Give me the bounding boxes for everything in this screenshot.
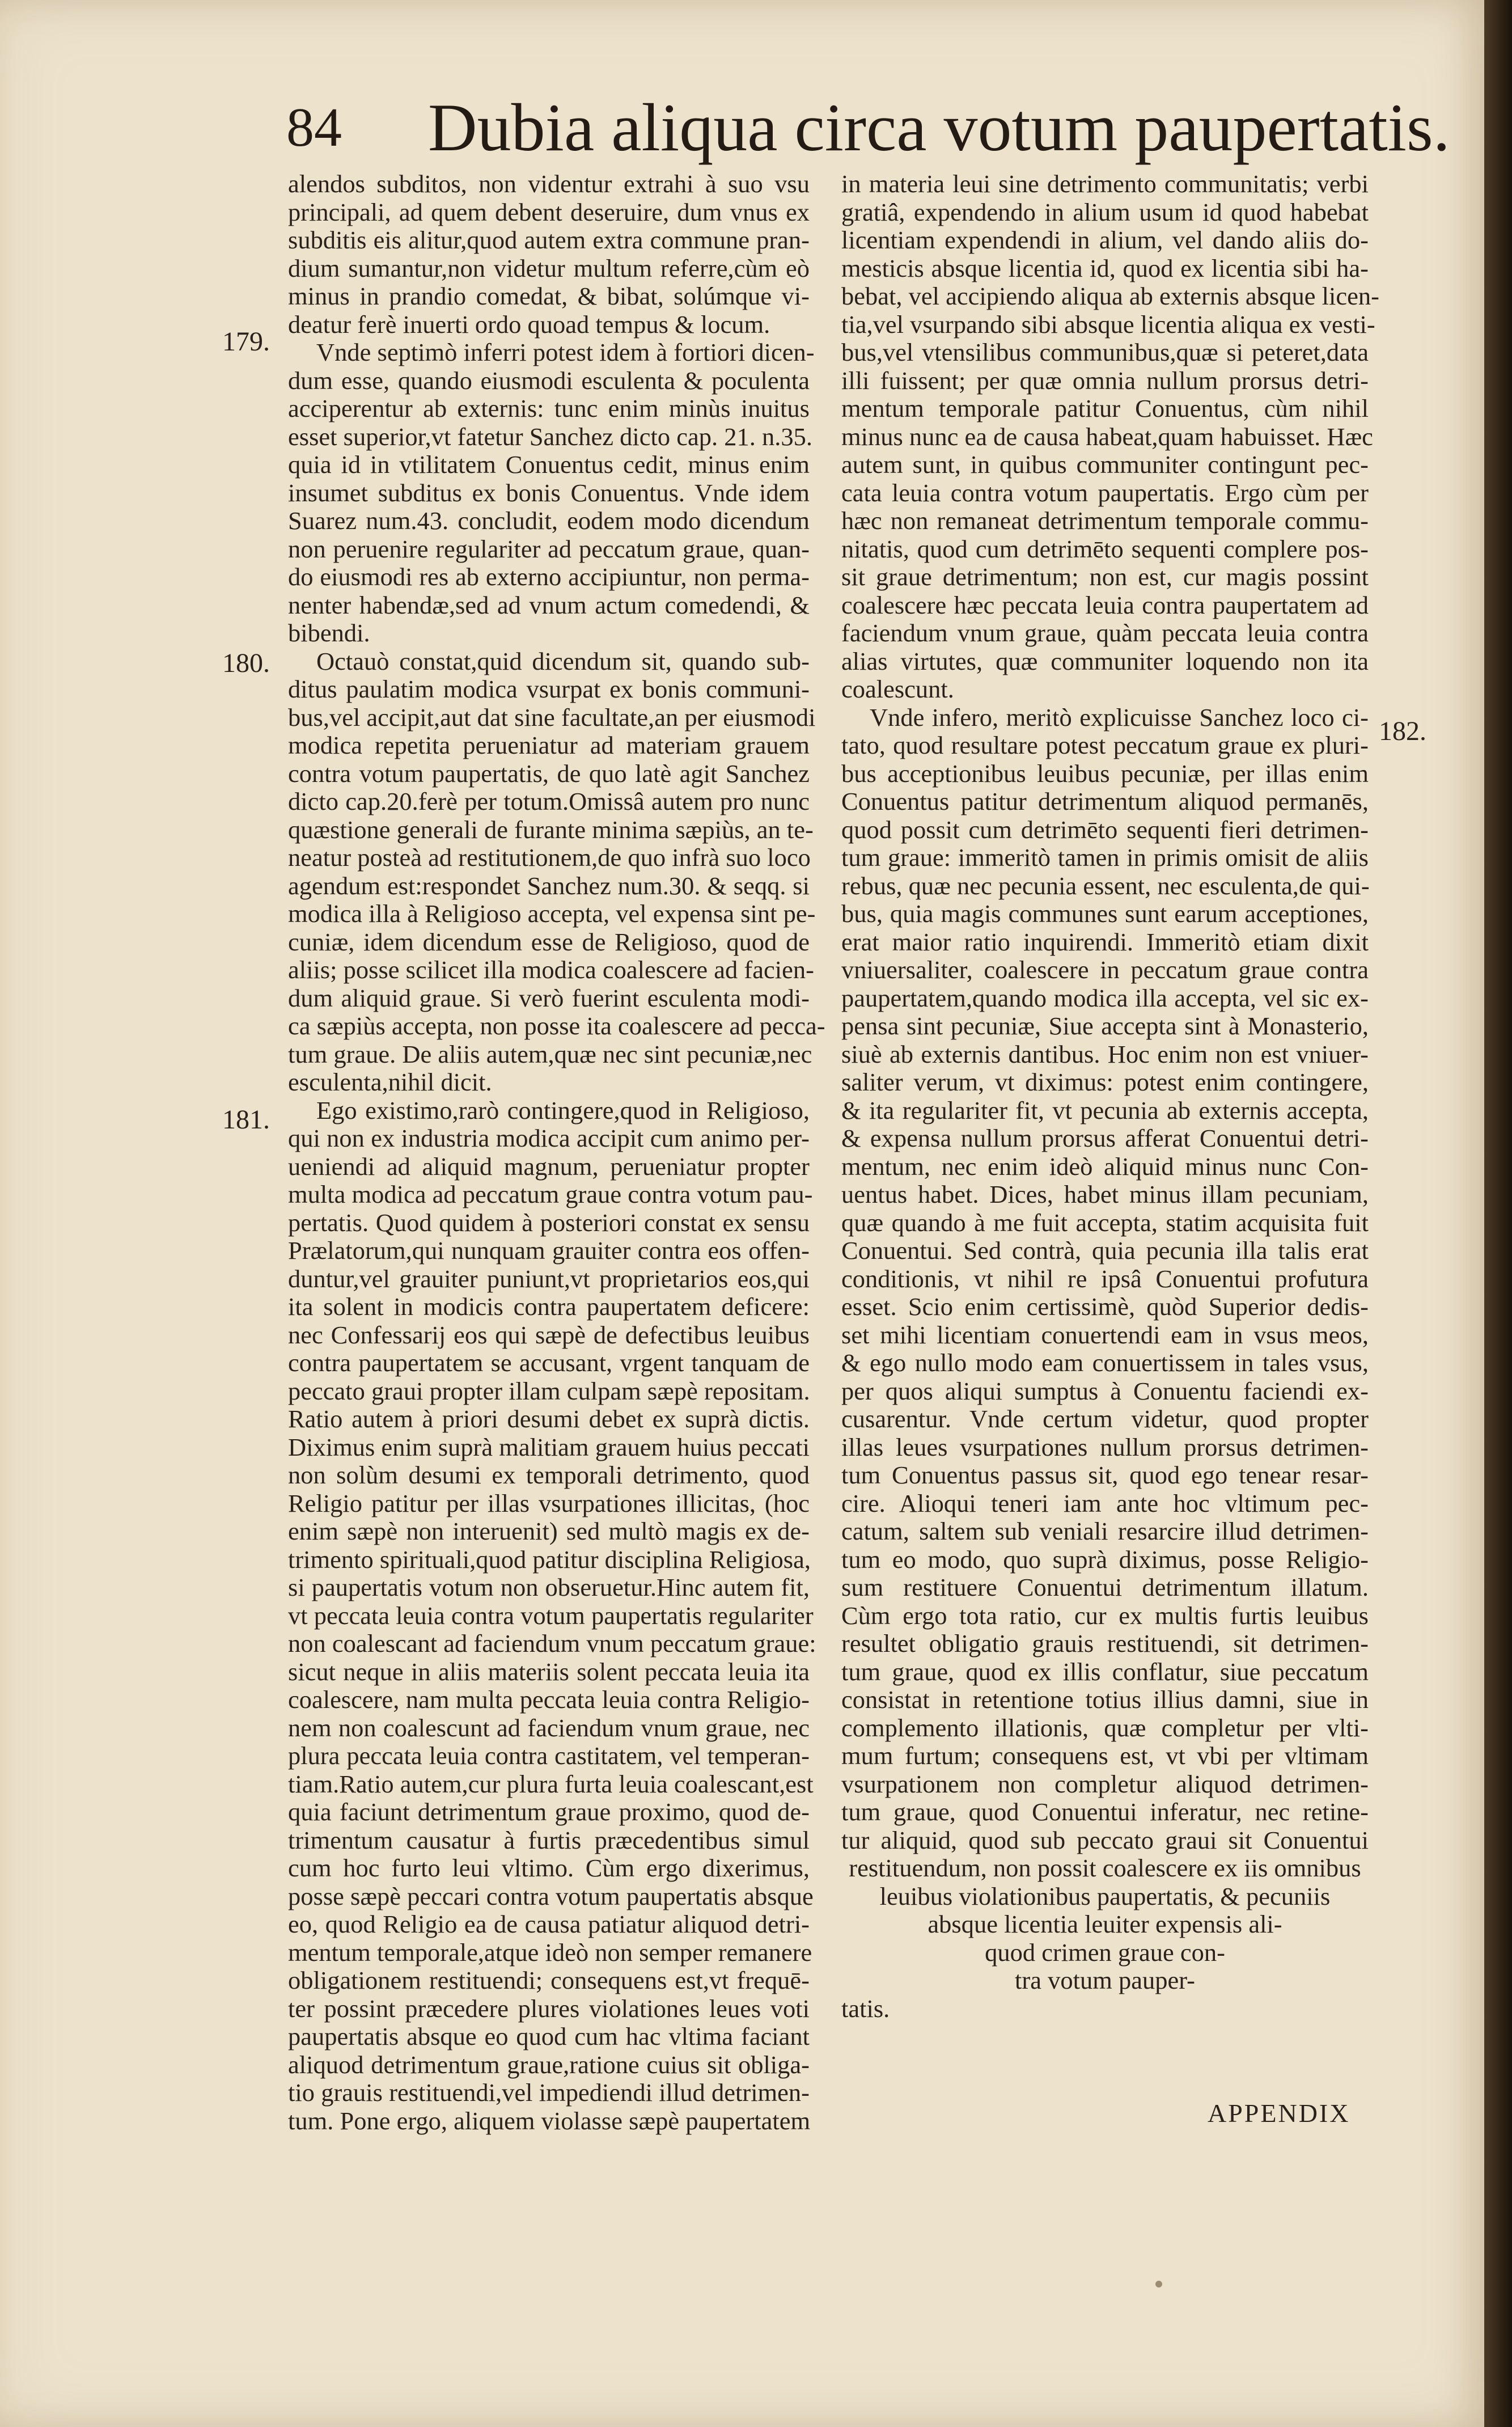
text-line: consistat in retentione totius illius damni, siue in — [841, 1685, 1369, 1714]
text-line: trimento spirituali,quod patitur disciplina Religiosa, — [288, 1545, 811, 1574]
text-line: tato, quod resultare potest peccatum graue ex pluri- — [841, 731, 1369, 759]
text-line: tur aliquid, quod sub peccato graui sit Conuentui — [841, 1825, 1369, 1854]
text-line: resultet obligatio grauis restituendi, sit detrimen- — [841, 1629, 1369, 1658]
ink-spot — [1155, 2281, 1162, 2288]
text-line: tum graue. De aliis autem,quæ nec sint pecuniæ,nec — [288, 1039, 812, 1068]
text-line: tum graue, quod ex illis conflatur, siue peccatum — [841, 1657, 1369, 1686]
text-line: ueniendi ad aliquid magnum, perueniatur propter — [288, 1152, 810, 1181]
text-line: si paupertatis votum non obseruetur.Hinc autem fit, — [288, 1573, 810, 1601]
text-line: dum aliquid graue. Si verò fuerint esculenta modi- — [288, 983, 810, 1012]
text-line: bus,vel accipit,aut dat sine facultate,an per eiusmodi — [288, 703, 816, 732]
text-line: quia faciunt detrimentum graue proximo, quod de- — [288, 1798, 810, 1826]
text-line: duntur,vel grauiter puniunt,vt proprietarios eos,qui — [288, 1264, 810, 1293]
left-text-column — [288, 170, 825, 2135]
text-line: complemento illationis, quæ completur per vlti- — [841, 1713, 1369, 1742]
text-line: alendos subditos, non videntur extrahi à suo vsu — [288, 170, 810, 198]
text-line: non peruenire regulariter ad peccatum graue, quan- — [288, 534, 810, 563]
text-line: sit graue detrimentum; non est, cur magis possint — [841, 563, 1369, 591]
text-line: vniuersaliter, coalescere in peccatum graue contra — [841, 955, 1369, 984]
text-line: ca sæpiùs accepta, non posse ita coalescere ad pecca- — [288, 1012, 825, 1040]
text-line: tum graue, quod Conuentui inferatur, nec retine- — [841, 1798, 1369, 1826]
text-line: set mihi licentiam conuertendi eam in vsus meos, — [841, 1320, 1369, 1349]
text-line: modica illa à Religioso accepta, vel expensa sint pe- — [288, 899, 816, 928]
text-line: tia,vel vsurpando sibi absque licentia aliqua ex vesti- — [841, 310, 1375, 339]
text-line: bus,vel vtensilibus communibus,quæ si peteret,data — [841, 338, 1369, 366]
text-line: contra paupertatem se accusant, vrgent tanquam de — [288, 1348, 810, 1377]
text-line: neatur posteà ad restitutionem,de quo infrà suo loco — [288, 843, 811, 872]
text-line: in materia leui sine detrimento communitatis; verbi — [841, 170, 1369, 198]
marginal-number: 182. — [1379, 716, 1426, 746]
marginal-number: 181. — [222, 1105, 270, 1135]
text-line: modica repetita perueniatur ad materiam grauem — [288, 731, 810, 759]
text-line: coalescere, nam multa peccata leuia contra Religio- — [288, 1685, 810, 1714]
text-line: catum, saltem sub veniali resarcire illud detrimen- — [841, 1517, 1369, 1545]
text-line: & ita regulariter fit, vt pecunia ab externis accepta, — [841, 1096, 1369, 1124]
text-line: acciperentur ab externis: tunc enim minùs inuitus — [288, 394, 810, 422]
text-line: tra votum pauper- — [1015, 1966, 1195, 1994]
text-line: saliter verum, vt diximus: potest enim contingere, — [841, 1068, 1369, 1096]
text-line: tiam.Ratio autem,cur plura furta leuia coalescant,est — [288, 1769, 814, 1798]
text-line: esset. Scio enim certissimè, quòd Superior dedis- — [841, 1292, 1369, 1321]
text-line: Religio patitur per illas vsurpationes illicitas, (hoc — [288, 1489, 810, 1517]
text-line: tio grauis restituendi,vel impediendi illud detrimen- — [288, 2078, 810, 2107]
text-line: trimentum causatur à furtis præcedentibus simul — [288, 1825, 810, 1854]
text-line: restituendum, non possit coalescere ex iis omnibus — [849, 1854, 1361, 1882]
text-line: ter possint præcedere plures violationes leues voti — [288, 1994, 810, 2023]
text-line: nem non coalescunt ad faciendum vnum graue, nec — [288, 1713, 810, 1742]
text-line: ita solent in modicis contra paupertatem deficere: — [288, 1292, 810, 1321]
text-line: paupertatem,quando modica illa accepta, vel sic ex- — [841, 983, 1369, 1012]
text-line: Conuentui. Sed contrà, quia pecunia illa talis erat — [841, 1236, 1369, 1265]
text-line: Octauò constat,quid dicendum sit, quando sub- — [316, 646, 810, 675]
text-line: ditus paulatim modica vsurpat ex bonis communi- — [288, 675, 810, 703]
text-line: vt peccata leuia contra votum paupertatis regulariter — [288, 1601, 814, 1630]
text-line: coalescere hæc peccata leuia contra paupertatem ad — [841, 590, 1369, 619]
text-line: cata leuia contra votum paupertatis. Ergo cùm per — [841, 478, 1369, 507]
text-line: rebus, quæ nec pecunia essent, nec esculenta,de qui- — [841, 871, 1370, 900]
text-line: cire. Alioqui teneri iam ante hoc vltimum pec- — [841, 1489, 1369, 1517]
text-line: siuè ab externis dantibus. Hoc enim non est vniuer- — [841, 1039, 1369, 1068]
text-line: nenter habendæ,sed ad vnum actum comedendi, & — [288, 590, 810, 619]
text-line: principali, ad quem debent deseruire, dum vnus ex — [288, 197, 810, 226]
text-line: Ratio autem à priori desumi debet ex suprà dictis. — [288, 1405, 810, 1433]
text-line: mum furtum; consequens est, vt vbi per vltimam — [841, 1741, 1369, 1770]
text-line: contra votum paupertatis, de quo latè agit Sanchez — [288, 759, 810, 788]
text-line: eo, quod Religio ea de causa patiatur aliquod detri- — [288, 1910, 810, 1938]
text-line: posse sæpè peccari contra votum paupertatis absque — [288, 1881, 814, 1910]
text-line: Vnde infero, meritò explicuisse Sanchez loco ci- — [870, 703, 1369, 732]
text-line: quæstione generali de furante minima sæpiùs, an te- — [288, 815, 814, 844]
text-line: absque licentia leuiter expensis ali- — [927, 1910, 1282, 1938]
text-line: Prælatorum,qui nunquam grauiter contra eos offen- — [288, 1236, 810, 1265]
text-line: cum hoc furto leui vltimo. Cùm ergo dixerimus, — [288, 1854, 810, 1882]
text-line: tum. Pone ergo, aliquem violasse sæpè paupertatem — [288, 2106, 811, 2135]
running-head — [286, 85, 1450, 170]
text-line: dum esse, quando eiusmodi esculenta & poculenta — [288, 366, 810, 395]
text-line: multa modica ad peccatum graue contra votum pau- — [288, 1180, 813, 1208]
text-line: & expensa nullum prorsus afferat Conuentui detri- — [841, 1124, 1369, 1152]
text-line: leuibus violationibus paupertatis, & pecuniis — [879, 1881, 1331, 1910]
text-line: licentiam expendendi in alium, vel dando aliis do- — [841, 226, 1369, 254]
text-line: insumet subditus ex bonis Conuentus. Vnde idem — [288, 478, 810, 507]
text-line: plura peccata leuia contra castitatem, vel temperan- — [288, 1741, 810, 1770]
page-title: Dubia aliqua circa votum paupertatis. — [428, 90, 1450, 165]
text-line: illas leues vsurpationes nullum prorsus detrimen- — [841, 1432, 1369, 1461]
text-line: conditionis, vt nihil re ipsâ Conuentui profutura — [841, 1264, 1369, 1293]
text-line: tatis. — [841, 1994, 890, 2023]
text-line: non coalescant ad faciendum vnum peccatum graue: — [288, 1629, 816, 1658]
text-line: faciendum vnum graue, quàm peccata leuia contra — [841, 619, 1369, 647]
text-line: gratiâ, expendendo in alium usum id quod habebat — [841, 197, 1369, 226]
text-line: illi fuissent; per quæ omnia nullum prorsus detri- — [841, 366, 1369, 395]
text-line: Ego existimo,rarò contingere,quod in Religioso, — [316, 1096, 810, 1124]
text-line: agendum est:respondet Sanchez num.30. & seqq. si — [288, 871, 810, 900]
text-line: aliquod detrimentum graue,ratione cuius sit obliga- — [288, 2050, 810, 2079]
text-line: autem sunt, in quibus communiter contingunt pec- — [841, 450, 1369, 479]
text-line: obligationem restituendi; consequens est,vt frequē- — [288, 1966, 810, 1994]
text-line: qui non ex industria modica accipit cum animo per- — [288, 1124, 810, 1152]
text-line: & ego nullo modo eam conuertissem in tales vsus, — [841, 1348, 1369, 1377]
text-line: per quos aliqui sumptus à Conuentu faciendi ex- — [841, 1376, 1369, 1405]
text-line: mentum, nec enim ideò aliquid minus nunc Con- — [841, 1152, 1369, 1181]
text-line: bus, quia magis communes sunt earum acceptiones, — [841, 899, 1369, 928]
text-line: alias virtutes, quæ communiter loquendo non ita — [841, 646, 1369, 675]
text-line: sum restituere Conuentui detrimentum illatum. — [841, 1573, 1369, 1601]
text-line: quæ quando à me fuit accepta, statim acquisita fuit — [841, 1208, 1369, 1237]
text-line: pertatis. Quod quidem à posteriori constat ex sensu — [288, 1208, 810, 1237]
text-line: uentus habet. Dices, habet minus illam pecuniam, — [841, 1180, 1369, 1208]
text-line: esculenta,nihil dicit. — [288, 1068, 492, 1096]
text-line: tum graue: immeritò tamen in primis omisit de aliis — [841, 843, 1369, 872]
text-line: minus in prandio comedat, & bibat, solúmque vi- — [288, 282, 810, 310]
text-line: vsurpationem non completur aliquod detrimen- — [841, 1769, 1369, 1798]
text-line: pensa sint pecuniæ, Siue accepta sint à Monasterio, — [841, 1012, 1369, 1040]
catchword: APPENDIX — [1208, 2099, 1350, 2128]
text-line: deatur ferè inuerti ordo quoad tempus & locum. — [288, 310, 770, 339]
text-line: aliis; posse scilicet illa modica coalescere ad facien- — [288, 955, 814, 984]
right-text-column — [841, 170, 1379, 2023]
text-line: bus acceptionibus leuibus pecuniæ, per illas enim — [841, 759, 1369, 788]
text-line: tum Conuentus passus sit, quod ego tenear resar- — [841, 1461, 1369, 1489]
text-line: peccato graui propter illam culpam sæpè repositam. — [288, 1376, 810, 1405]
text-line: nec Confessarij eos qui sæpè de defectibus leuibus — [288, 1320, 810, 1349]
text-line: Cùm ergo tota ratio, cur ex multis furtis leuibus — [841, 1601, 1369, 1630]
page-number: 84 — [286, 97, 342, 158]
text-line: quod possit cum detrimēto sequenti fieri detrimen- — [841, 815, 1369, 844]
text-line: nitatis, quod cum detrimēto sequenti complere pos- — [841, 534, 1369, 563]
text-line: cusarentur. Vnde certum videtur, quod propter — [841, 1405, 1369, 1433]
text-line: hæc non remaneat detrimentum temporale commu- — [841, 506, 1369, 535]
text-line: coalescunt. — [841, 675, 954, 703]
text-line: minus nunc ea de causa habeat,quam habuisset. Hæc — [841, 422, 1373, 451]
text-line: erat maior ratio inquirendi. Immeritò etiam dixit — [841, 927, 1369, 956]
text-line: subditis eis alitur,quod autem extra commune pran- — [288, 226, 810, 254]
text-line: mentum temporale patitur Conuentus, cùm nihil — [841, 394, 1369, 422]
text-line: paupertatis absque eo quod cum hac vltima faciant — [288, 2022, 810, 2050]
text-line: bibendi. — [288, 619, 370, 647]
text-line: mentum temporale,atque ideò non semper remanere — [288, 1938, 812, 1967]
text-line: enim sæpè non interuenit) sed multò magis ex de- — [288, 1517, 810, 1545]
text-line: non solùm desumi ex temporali detrimento, quod — [288, 1461, 810, 1489]
text-line: Vnde septimò inferri potest idem à fortiori dicen- — [316, 338, 815, 366]
text-line: quia id in vtilitatem Conuentus cedit, minus enim — [288, 450, 810, 479]
text-line: do eiusmodi res ab externo accipiuntur, non perma- — [288, 563, 810, 591]
text-line: Diximus enim suprà malitiam grauem huius peccati — [288, 1432, 810, 1461]
text-line: dicto cap.20.ferè per totum.Omissâ autem pro nunc — [288, 787, 810, 815]
text-line: dium sumantur,non videtur multum referre,cùm eò — [288, 253, 810, 282]
text-line: bebat, vel accipiendo aliqua ab externis absque licen- — [841, 282, 1379, 310]
text-line: esset superior,vt fatetur Sanchez dicto cap. 21. n.35. — [288, 422, 813, 451]
text-line: Conuentus patitur detrimentum aliquod permanēs, — [841, 787, 1369, 815]
text-line: cuniæ, idem dicendum esse de Religioso, quod de — [288, 927, 810, 956]
text-line: sicut neque in aliis materiis solent peccata leuia ita — [288, 1657, 810, 1686]
text-line: mesticis absque licentia id, quod ex licentia sibi ha- — [841, 253, 1369, 282]
page-edge — [1484, 0, 1512, 2427]
marginal-number: 179. — [222, 327, 270, 357]
text-line: quod crimen graue con- — [985, 1938, 1225, 1967]
marginal-number: 180. — [222, 648, 270, 678]
text-line: Suarez num.43. concludit, eodem modo dicendum — [288, 506, 810, 535]
text-line: tum eo modo, quo suprà diximus, posse Religio- — [841, 1545, 1369, 1574]
